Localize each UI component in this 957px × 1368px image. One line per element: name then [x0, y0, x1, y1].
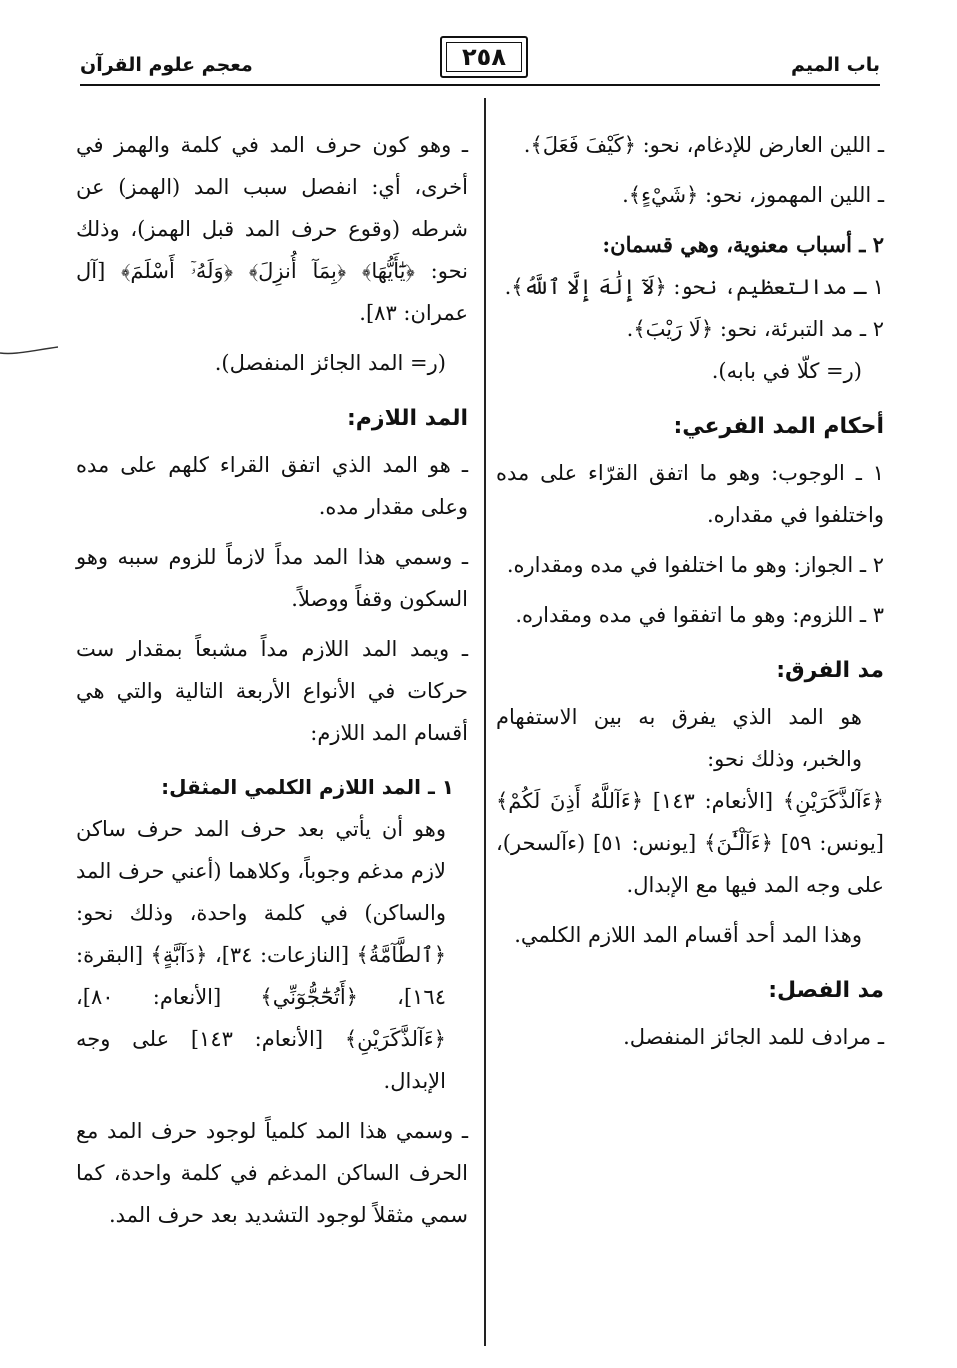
paragraph: ٢ ـ أسباب معنوية، وهي قسمان: — [602, 232, 884, 257]
paragraph: وهذا المد أحد أقسام المد اللازم الكلمي. — [514, 923, 862, 947]
paragraph: ٢ ـ الجواز: وهو ما اختلفوا في مده ومقداره. — [506, 553, 884, 577]
page-header — [80, 36, 880, 88]
page-number-frame — [440, 36, 528, 78]
paragraph: ﴿ءَآلذَّكَرَيْنِ﴾ [الأنعام: ١٤٣] ﴿ءَآللَّهُ أَذِنَ لَكُمْ﴾ [يونس: ٥٩] ﴿ءَآلْـَٰٔنَ﴾ [يونس: ٥١] (ءآلسحر)، على وجه المد فيها مع الإبدال. — [496, 789, 884, 897]
right-column — [496, 124, 884, 1066]
paragraph: ـ وهو كون حرف المد في كلمة والهمز في أخرى، أي: انفصل سبب المد (الهمز) عن شرطه (وقوع حرف المد قبل الهمز)، وذلك نحو: ﴿يَٰٓأَيُّهَا﴾ ﴿بِمَآ أُنزِلَ﴾ ﴿وَلَهُۥٓ أَسْلَمَ﴾ [آل عمران: ٨٣]. — [76, 133, 468, 325]
paragraph: هو المد الذي يفرق به بين الاستفهام والخبر، وذلك نحو: — [496, 705, 862, 771]
paragraph: ـ وسمي هذا المد مداً لازماً للزوم سببه وهو السكون وقفاً ووصلاً. — [76, 545, 468, 611]
scan-mark-line — [0, 345, 58, 359]
paragraph: (ر= كلّا في بابه). — [711, 359, 862, 383]
paragraph: ـ هو المد الذي اتفق القراء كلهم على مده وعلى مقدار مده. — [76, 453, 468, 519]
paragraph: ـ ويمد المد اللازم مداً مشبعاً بمقدار ست حركات في الأنواع الأربعة التالية والتي هي أقسام المد اللازم: — [76, 637, 468, 745]
paragraph: ٢ ـ مد التبرئة، نحو: ﴿لَا رَيْبَ﴾. — [626, 317, 884, 341]
chapter-title: باب الميم — [790, 54, 880, 76]
section-heading: أحكام المد الفرعي: — [673, 414, 884, 439]
subsection-heading: ١ ـ المد اللازم الكلمي المثقل: — [161, 775, 454, 799]
paragraph: ـ مرادف للمد الجائز المنفصل. — [623, 1025, 884, 1049]
column-divider — [484, 98, 486, 1346]
paragraph: ٣ ـ اللزوم: وهو ما اتفقوا في مده ومقداره. — [515, 603, 884, 627]
page-number: ٢٥٨ — [462, 43, 506, 71]
paragraph: ـ اللين المهموز، نحو: ﴿شَيْءٍ﴾. — [622, 183, 884, 207]
section-heading: المد اللازم: — [346, 406, 468, 431]
paragraph: ـ اللين العارض للإدغام، نحو: ﴿كَيْفَ فَعَلَ﴾. — [523, 133, 884, 157]
paragraph: ١ ـ الوجوب: وهو ما اتفق القرّاء على مده واختلفوا في مقداره. — [496, 461, 884, 527]
section-heading: مد الفصل: — [768, 978, 884, 1003]
paragraph: (ر= المد الجائز المنفصل). — [214, 351, 446, 375]
paragraph: ـ وسمي هذا المد كلمياً لوجود حرف المد مع الحرف الساكن المدغم في كلمة واحدة، كما سمي مثقلاً لوجود التشديد بعد حرف المد. — [76, 1119, 468, 1227]
section-heading: مد الفرق: — [776, 658, 884, 683]
header-rule — [80, 84, 880, 86]
paragraph: ١ ـ مدالتعظيم، نحو: ﴿لَآ إِلَٰهَ إِلَّا ٱللَّهُ﴾. — [504, 275, 884, 299]
paragraph: وهو أن يأتي بعد حرف المد حرف ساكن لازم مدغم وجوباً، وكلاهما (أعني حرف المد والساكن) في كلمة واحدة، وذلك نحو: ﴿ٱلطَّآمَّةُ﴾ [النازعات: ٣٤]، ﴿دَآبَّةٍ﴾ [البقرة: ١٦٤]، ﴿أَتُحَٰٓجُّوٓنِّي﴾ [الأنعام: ٨٠]، ﴿ءَآلذَّكَرَيْنِ﴾ [الأنعام: ١٤٣] على وجه الإبدال. — [76, 817, 446, 1093]
left-column — [76, 124, 468, 1244]
book-title: معجم علوم القرآن — [80, 54, 253, 76]
